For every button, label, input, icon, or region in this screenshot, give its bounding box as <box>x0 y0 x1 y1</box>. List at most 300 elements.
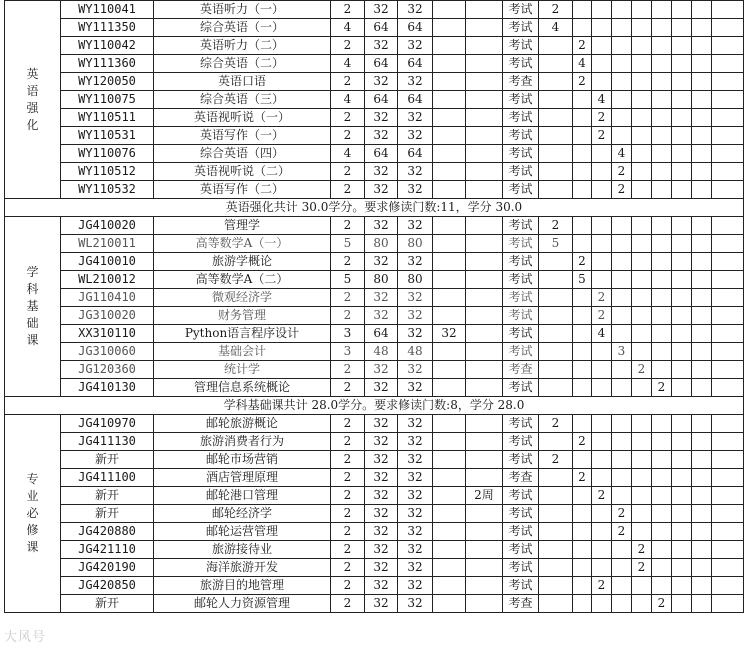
hours-cell: 32 <box>365 379 398 397</box>
term-4-cell: 2 <box>612 505 632 523</box>
term-5-cell <box>632 577 652 595</box>
term-2-cell <box>573 19 592 37</box>
term-6-cell <box>652 325 672 343</box>
assessment-cell: 考试 <box>503 55 539 73</box>
term-6-cell <box>652 19 672 37</box>
assessment-cell: 考试 <box>503 379 539 397</box>
remarks-cell <box>712 541 744 559</box>
hours-cell: 32 <box>365 181 398 199</box>
practice-cell <box>466 217 503 235</box>
lecture-hours-cell: 32 <box>398 181 433 199</box>
remarks-cell <box>712 595 744 613</box>
credit-cell: 2 <box>331 361 365 379</box>
lab-hours-cell <box>433 235 466 253</box>
term-1-cell <box>539 55 573 73</box>
lecture-hours-cell: 48 <box>398 343 433 361</box>
term-4-cell: 3 <box>612 343 632 361</box>
lecture-hours-cell: 32 <box>398 253 433 271</box>
course-code: 新开 <box>61 595 154 613</box>
lecture-hours-cell: 32 <box>398 541 433 559</box>
term-3-cell <box>592 217 612 235</box>
term-3-cell <box>592 451 612 469</box>
course-code: JG410020 <box>61 217 154 235</box>
hours-cell: 32 <box>365 451 398 469</box>
assessment-cell: 考试 <box>503 541 539 559</box>
term-4-cell <box>612 307 632 325</box>
term-7-cell <box>672 289 692 307</box>
term-5-cell <box>632 487 652 505</box>
remarks-cell <box>712 127 744 145</box>
practice-cell <box>466 379 503 397</box>
term-8-cell <box>692 145 712 163</box>
term-6-cell <box>652 541 672 559</box>
term-6-cell <box>652 505 672 523</box>
course-name: 旅游学概论 <box>154 253 331 271</box>
term-1-cell <box>539 145 573 163</box>
table-row <box>5 577 744 595</box>
remarks-cell <box>712 163 744 181</box>
term-6-cell <box>652 271 672 289</box>
term-5-cell <box>632 19 652 37</box>
term-5-cell <box>632 181 652 199</box>
term-4-cell <box>612 91 632 109</box>
hours-cell: 64 <box>365 19 398 37</box>
term-6-cell <box>652 73 672 91</box>
course-name: 综合英语（二） <box>154 55 331 73</box>
section-summary-row <box>5 397 744 415</box>
course-code: WL210011 <box>61 235 154 253</box>
term-5-cell <box>632 415 652 433</box>
term-6-cell <box>652 361 672 379</box>
course-code: WY111360 <box>61 55 154 73</box>
lecture-hours-cell: 32 <box>398 451 433 469</box>
table-row <box>5 235 744 253</box>
term-1-cell <box>539 595 573 613</box>
remarks-cell <box>712 55 744 73</box>
lecture-hours-cell: 32 <box>398 559 433 577</box>
term-5-cell <box>632 451 652 469</box>
remarks-cell <box>712 91 744 109</box>
course-name: 旅游消费者行为 <box>154 433 331 451</box>
term-7-cell <box>672 343 692 361</box>
course-code: JG310060 <box>61 343 154 361</box>
practice-cell <box>466 19 503 37</box>
assessment-cell: 考查 <box>503 469 539 487</box>
term-4-cell <box>612 37 632 55</box>
credit-cell: 5 <box>331 271 365 289</box>
lecture-hours-cell: 64 <box>398 145 433 163</box>
course-name: 英语听力（一） <box>154 1 331 19</box>
hours-cell: 32 <box>365 577 398 595</box>
term-8-cell <box>692 343 712 361</box>
term-7-cell <box>672 253 692 271</box>
term-1-cell <box>539 577 573 595</box>
assessment-cell: 考试 <box>503 163 539 181</box>
table-row <box>5 559 744 577</box>
term-7-cell <box>672 325 692 343</box>
table-row <box>5 37 744 55</box>
table-row <box>5 271 744 289</box>
term-3-cell <box>592 415 612 433</box>
remarks-cell <box>712 289 744 307</box>
term-8-cell <box>692 541 712 559</box>
term-2-cell: 2 <box>573 433 592 451</box>
term-7-cell <box>672 19 692 37</box>
term-4-cell <box>612 361 632 379</box>
term-8-cell <box>692 109 712 127</box>
term-2-cell <box>573 325 592 343</box>
hours-cell: 32 <box>365 253 398 271</box>
remarks-cell <box>712 253 744 271</box>
term-4-cell <box>612 325 632 343</box>
term-8-cell <box>692 307 712 325</box>
term-1-cell <box>539 91 573 109</box>
term-3-cell <box>592 541 612 559</box>
course-name: 高等数学A（一） <box>154 235 331 253</box>
course-code: WY110511 <box>61 109 154 127</box>
course-name: 邮轮运营管理 <box>154 523 331 541</box>
term-1-cell: 4 <box>539 19 573 37</box>
hours-cell: 32 <box>365 217 398 235</box>
lecture-hours-cell: 80 <box>398 235 433 253</box>
practice-cell <box>466 127 503 145</box>
credit-cell: 2 <box>331 289 365 307</box>
term-4-cell <box>612 253 632 271</box>
term-7-cell <box>672 541 692 559</box>
term-5-cell <box>632 91 652 109</box>
term-7-cell <box>672 595 692 613</box>
term-6-cell <box>652 1 672 19</box>
term-7-cell <box>672 361 692 379</box>
section-summary: 学科基础课共计 28.0学分。要求修读门数:8，学分 28.0 <box>5 397 744 415</box>
term-8-cell <box>692 433 712 451</box>
table-row <box>5 1 744 19</box>
term-1-cell <box>539 325 573 343</box>
remarks-cell <box>712 37 744 55</box>
hours-cell: 32 <box>365 307 398 325</box>
hours-cell: 64 <box>365 145 398 163</box>
term-8-cell <box>692 487 712 505</box>
term-2-cell <box>573 505 592 523</box>
practice-cell <box>466 415 503 433</box>
section-summary: 英语强化共计 30.0学分。要求修读门数:11，学分 30.0 <box>5 199 744 217</box>
credit-cell: 2 <box>331 253 365 271</box>
course-code: JG420190 <box>61 559 154 577</box>
term-4-cell <box>612 109 632 127</box>
term-3-cell: 2 <box>592 127 612 145</box>
credit-cell: 2 <box>331 415 365 433</box>
assessment-cell: 考查 <box>503 595 539 613</box>
term-3-cell: 2 <box>592 109 612 127</box>
remarks-cell <box>712 271 744 289</box>
credit-cell: 2 <box>331 307 365 325</box>
term-7-cell <box>672 1 692 19</box>
term-8-cell <box>692 577 712 595</box>
practice-cell <box>466 451 503 469</box>
term-5-cell <box>632 109 652 127</box>
lecture-hours-cell: 32 <box>398 379 433 397</box>
term-1-cell <box>539 433 573 451</box>
assessment-cell: 考试 <box>503 37 539 55</box>
term-7-cell <box>672 181 692 199</box>
term-3-cell <box>592 505 612 523</box>
term-6-cell <box>652 253 672 271</box>
credit-cell: 2 <box>331 451 365 469</box>
remarks-cell <box>712 1 744 19</box>
term-2-cell: 2 <box>573 73 592 91</box>
term-1-cell: 5 <box>539 235 573 253</box>
lecture-hours-cell: 32 <box>398 163 433 181</box>
lab-hours-cell <box>433 469 466 487</box>
assessment-cell: 考试 <box>503 289 539 307</box>
term-8-cell <box>692 1 712 19</box>
assessment-cell: 考试 <box>503 451 539 469</box>
term-7-cell <box>672 145 692 163</box>
term-2-cell <box>573 523 592 541</box>
assessment-cell: 考试 <box>503 1 539 19</box>
practice-cell <box>466 433 503 451</box>
hours-cell: 32 <box>365 559 398 577</box>
course-code: WY111350 <box>61 19 154 37</box>
assessment-cell: 考试 <box>503 181 539 199</box>
assessment-cell: 考试 <box>503 505 539 523</box>
lab-hours-cell <box>433 541 466 559</box>
remarks-cell <box>712 307 744 325</box>
lab-hours-cell <box>433 433 466 451</box>
lab-hours-cell <box>433 577 466 595</box>
hours-cell: 32 <box>365 469 398 487</box>
credit-cell: 4 <box>331 91 365 109</box>
assessment-cell: 考试 <box>503 217 539 235</box>
remarks-cell <box>712 469 744 487</box>
term-2-cell <box>573 91 592 109</box>
term-6-cell <box>652 55 672 73</box>
course-name: 旅游接待业 <box>154 541 331 559</box>
term-4-cell <box>612 19 632 37</box>
assessment-cell: 考试 <box>503 433 539 451</box>
term-3-cell <box>592 253 612 271</box>
hours-cell: 32 <box>365 487 398 505</box>
table-row <box>5 109 744 127</box>
course-code: JG420850 <box>61 577 154 595</box>
term-2-cell <box>573 217 592 235</box>
credit-cell: 2 <box>331 469 365 487</box>
course-code: WY110076 <box>61 145 154 163</box>
course-name: 邮轮人力资源管理 <box>154 595 331 613</box>
term-5-cell <box>632 469 652 487</box>
course-code: WY120050 <box>61 73 154 91</box>
section-title: 专 业 必 修 课 <box>5 415 61 613</box>
term-7-cell <box>672 559 692 577</box>
table-row <box>5 433 744 451</box>
term-3-cell <box>592 163 612 181</box>
lecture-hours-cell: 80 <box>398 271 433 289</box>
term-2-cell <box>573 307 592 325</box>
term-4-cell <box>612 271 632 289</box>
practice-cell <box>466 235 503 253</box>
credit-cell: 2 <box>331 379 365 397</box>
term-1-cell <box>539 37 573 55</box>
practice-cell <box>466 163 503 181</box>
term-6-cell <box>652 163 672 181</box>
course-name: 微观经济学 <box>154 289 331 307</box>
lab-hours-cell <box>433 163 466 181</box>
hours-cell: 32 <box>365 595 398 613</box>
term-1-cell <box>539 541 573 559</box>
hours-cell: 64 <box>365 91 398 109</box>
term-6-cell <box>652 181 672 199</box>
term-2-cell <box>573 487 592 505</box>
table-row <box>5 343 744 361</box>
assessment-cell: 考试 <box>503 145 539 163</box>
term-7-cell <box>672 523 692 541</box>
term-4-cell <box>612 73 632 91</box>
term-4-cell <box>612 379 632 397</box>
term-7-cell <box>672 163 692 181</box>
term-6-cell <box>652 433 672 451</box>
remarks-cell <box>712 181 744 199</box>
term-7-cell <box>672 469 692 487</box>
course-name: 高等数学A（二） <box>154 271 331 289</box>
lab-hours-cell <box>433 181 466 199</box>
term-7-cell <box>672 127 692 145</box>
term-3-cell <box>592 523 612 541</box>
table-row <box>5 145 744 163</box>
term-6-cell <box>652 109 672 127</box>
term-4-cell <box>612 577 632 595</box>
term-3-cell <box>592 235 612 253</box>
term-5-cell <box>632 307 652 325</box>
term-5-cell <box>632 235 652 253</box>
course-name: 酒店管理原理 <box>154 469 331 487</box>
term-5-cell <box>632 127 652 145</box>
course-name: 综合英语（四） <box>154 145 331 163</box>
term-2-cell <box>573 109 592 127</box>
term-6-cell <box>652 217 672 235</box>
term-2-cell <box>573 343 592 361</box>
practice-cell: 2周 <box>466 487 503 505</box>
term-5-cell <box>632 163 652 181</box>
term-7-cell <box>672 505 692 523</box>
lab-hours-cell <box>433 595 466 613</box>
course-name: 英语视听说（一） <box>154 109 331 127</box>
term-4-cell <box>612 541 632 559</box>
credit-cell: 2 <box>331 523 365 541</box>
hours-cell: 32 <box>365 289 398 307</box>
term-6-cell <box>652 523 672 541</box>
term-7-cell <box>672 451 692 469</box>
term-1-cell <box>539 127 573 145</box>
remarks-cell <box>712 19 744 37</box>
course-name: 统计学 <box>154 361 331 379</box>
hours-cell: 32 <box>365 127 398 145</box>
term-8-cell <box>692 505 712 523</box>
hours-cell: 32 <box>365 163 398 181</box>
assessment-cell: 考试 <box>503 343 539 361</box>
term-8-cell <box>692 163 712 181</box>
table-row <box>5 289 744 307</box>
term-1-cell <box>539 73 573 91</box>
table-row <box>5 73 744 91</box>
credit-cell: 4 <box>331 19 365 37</box>
term-6-cell: 2 <box>652 595 672 613</box>
lab-hours-cell <box>433 253 466 271</box>
lab-hours-cell <box>433 145 466 163</box>
term-6-cell <box>652 91 672 109</box>
curriculum-table-sheet <box>4 0 743 628</box>
term-4-cell <box>612 235 632 253</box>
course-code: WY110042 <box>61 37 154 55</box>
practice-cell <box>466 505 503 523</box>
credit-cell: 2 <box>331 505 365 523</box>
term-6-cell <box>652 487 672 505</box>
practice-cell <box>466 343 503 361</box>
assessment-cell: 考试 <box>503 307 539 325</box>
term-5-cell <box>632 433 652 451</box>
assessment-cell: 考试 <box>503 19 539 37</box>
watermark-text: 大风号 <box>4 630 47 645</box>
term-8-cell <box>692 91 712 109</box>
term-8-cell <box>692 451 712 469</box>
remarks-cell <box>712 343 744 361</box>
lecture-hours-cell: 32 <box>398 361 433 379</box>
table-row <box>5 379 744 397</box>
table-row <box>5 55 744 73</box>
term-7-cell <box>672 109 692 127</box>
hours-cell: 80 <box>365 271 398 289</box>
lecture-hours-cell: 32 <box>398 487 433 505</box>
credit-cell: 2 <box>331 217 365 235</box>
course-code: JG410970 <box>61 415 154 433</box>
hours-cell: 80 <box>365 235 398 253</box>
course-code: WY110532 <box>61 181 154 199</box>
term-7-cell <box>672 55 692 73</box>
credit-cell: 4 <box>331 145 365 163</box>
term-4-cell <box>612 559 632 577</box>
course-name: 管理学 <box>154 217 331 235</box>
lecture-hours-cell: 32 <box>398 289 433 307</box>
term-5-cell: 2 <box>632 559 652 577</box>
term-6-cell <box>652 469 672 487</box>
term-8-cell <box>692 379 712 397</box>
term-4-cell <box>612 127 632 145</box>
lecture-hours-cell: 32 <box>398 469 433 487</box>
lecture-hours-cell: 32 <box>398 217 433 235</box>
credit-cell: 2 <box>331 433 365 451</box>
lab-hours-cell <box>433 379 466 397</box>
lab-hours-cell <box>433 415 466 433</box>
term-5-cell <box>632 37 652 55</box>
term-2-cell <box>573 451 592 469</box>
table-row <box>5 415 744 433</box>
credit-cell: 4 <box>331 55 365 73</box>
term-7-cell <box>672 415 692 433</box>
term-7-cell <box>672 217 692 235</box>
term-7-cell <box>672 307 692 325</box>
lab-hours-cell <box>433 343 466 361</box>
practice-cell <box>466 181 503 199</box>
assessment-cell: 考试 <box>503 253 539 271</box>
term-5-cell <box>632 595 652 613</box>
remarks-cell <box>712 325 744 343</box>
term-3-cell <box>592 343 612 361</box>
term-3-cell <box>592 379 612 397</box>
hours-cell: 32 <box>365 1 398 19</box>
credit-cell: 2 <box>331 37 365 55</box>
table-row <box>5 91 744 109</box>
term-5-cell <box>632 55 652 73</box>
term-4-cell <box>612 55 632 73</box>
